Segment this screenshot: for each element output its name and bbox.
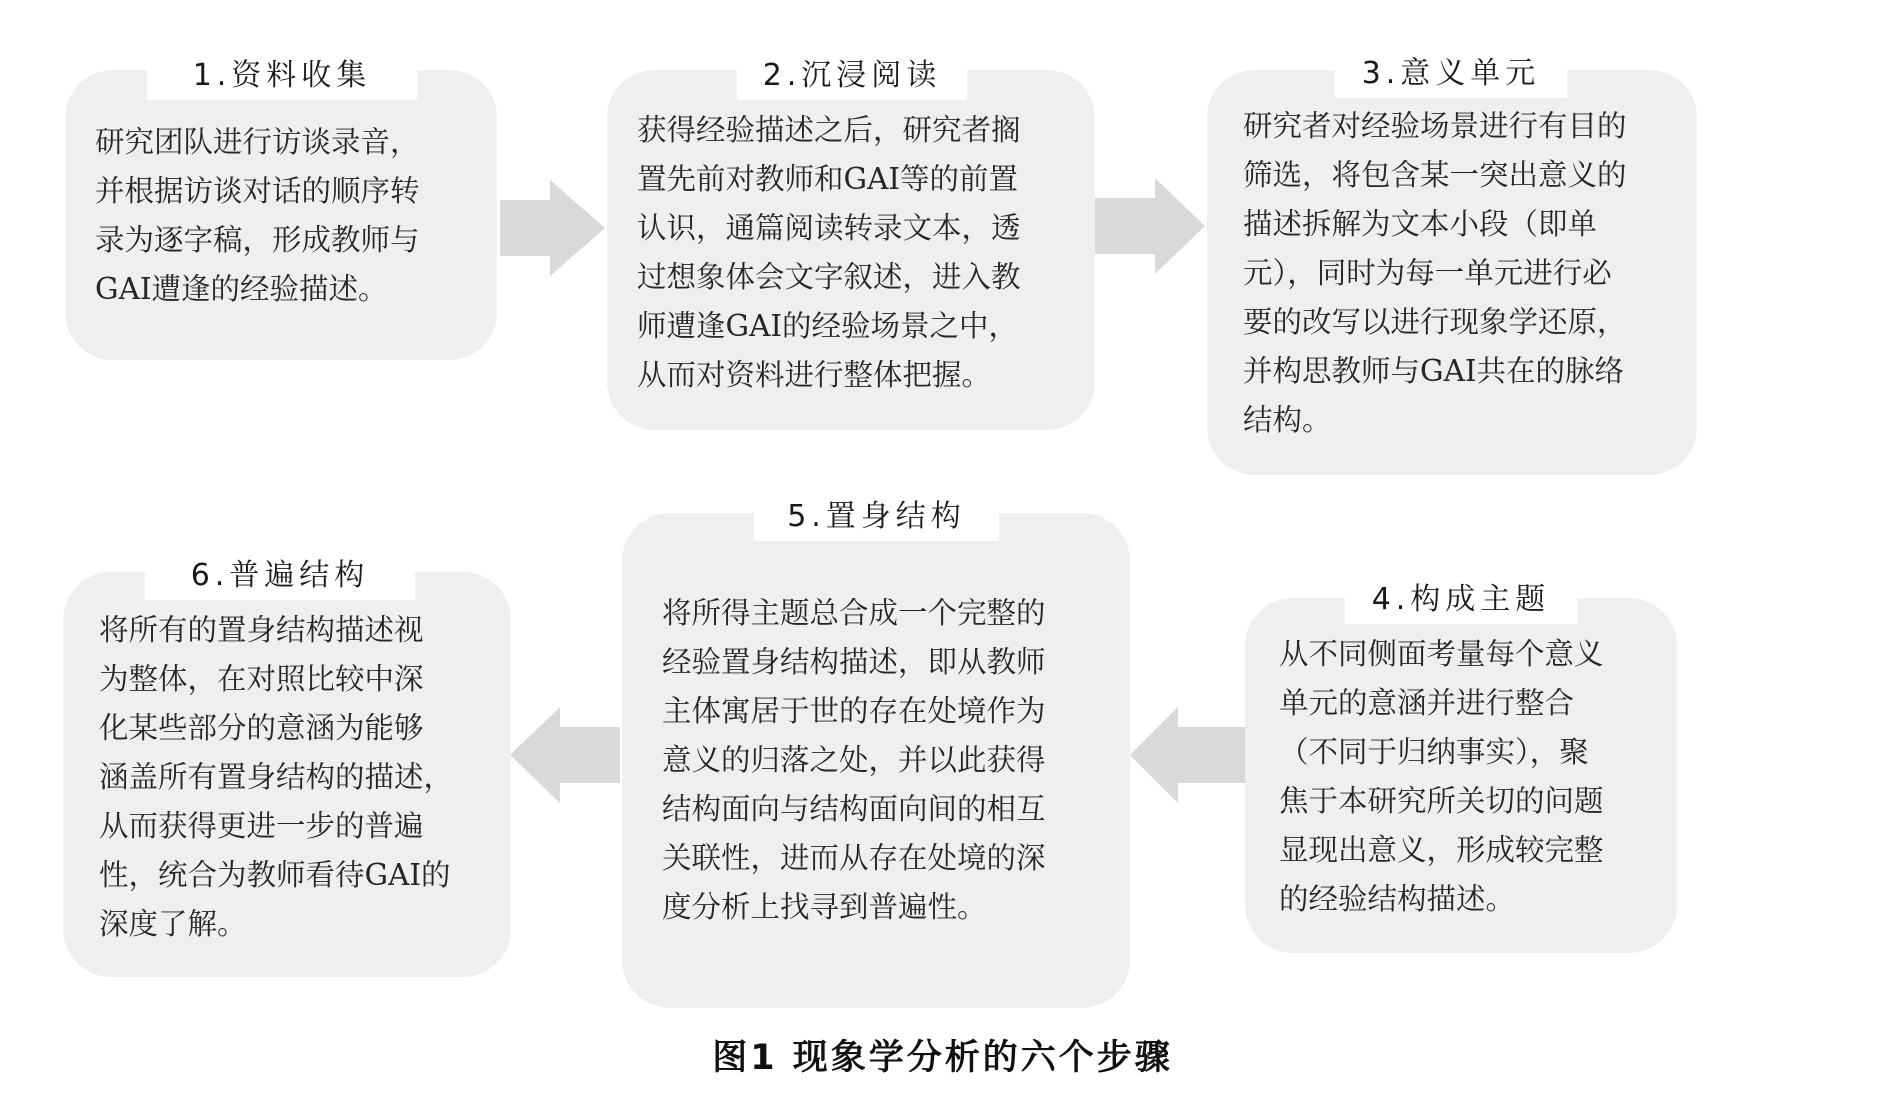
text-line: 置先前对教师和GAI等的前置 [637, 162, 1019, 196]
text-line: 认识，通篇阅读转录文本，透 [637, 211, 1021, 245]
step-text-3 [1243, 102, 1627, 445]
step-text-1 [95, 118, 420, 314]
text-line: 意义的归落之处，并以此获得 [662, 743, 1046, 777]
arrow-left-5-6 [510, 707, 620, 803]
text-line: 研究者对经验场景进行有目的 [1243, 109, 1627, 143]
step-title-1: 1.资料收集 [147, 52, 417, 100]
step-title-2: 2.沉浸阅读 [737, 52, 967, 100]
step-box-1 [65, 58, 497, 360]
text-line: 的经验结构描述。 [1279, 882, 1516, 916]
text-line: 从而对资料进行整体把握。 [637, 358, 992, 392]
text-line: 将所有的置身结构描述视 [99, 613, 424, 647]
text-line: 将所得主题总合成一个完整的 [662, 596, 1046, 630]
figure-caption: 图1 现象学分析的六个步骤 [712, 1038, 1173, 1078]
step-box-6 [63, 558, 511, 977]
step-box-2 [607, 58, 1095, 430]
step-text-5 [662, 589, 1046, 932]
step-text-2 [637, 106, 1021, 400]
text-line: 描述拆解为文本小段（即单 [1243, 207, 1598, 241]
step-box-5 [622, 499, 1130, 1008]
text-line: 化某些部分的意涵为能够 [99, 711, 424, 745]
step-title-4: 4.构成主题 [1345, 576, 1577, 624]
step-title-5: 5.置身结构 [754, 493, 999, 541]
text-line: 显现出意义，形成较完整 [1279, 833, 1604, 867]
step-text-4 [1279, 630, 1604, 924]
text-line: 涵盖所有置身结构的描述， [99, 760, 454, 794]
text-line: 录为逐字稿，形成教师与 [95, 223, 420, 257]
text-line: 筛选，将包含某一突出意义的 [1243, 158, 1627, 192]
text-line: 经验置身结构描述，即从教师 [662, 645, 1046, 679]
text-line: 度分析上找寻到普遍性。 [662, 890, 987, 924]
text-line: 焦于本研究所关切的问题 [1279, 784, 1604, 818]
text-line: 要的改写以进行现象学还原， [1243, 305, 1627, 339]
arrow-right-2-3 [1095, 178, 1205, 274]
text-line: 元），同时为每一单元进行必 [1243, 256, 1612, 290]
text-line: 性，统合为教师看待GAI的 [99, 858, 451, 892]
text-line: （不同于归纳事实），聚 [1279, 735, 1589, 769]
text-line: 为整体，在对照比较中深 [99, 662, 424, 696]
text-line: 主体寓居于世的存在处境作为 [662, 694, 1046, 728]
arrow-right-1-2 [500, 180, 605, 276]
step-text-6 [99, 606, 453, 949]
text-line: 师遭逢GAI的经验场景之中， [637, 309, 1019, 343]
text-line: 并根据访谈对话的顺序转 [95, 174, 420, 208]
text-line: 从而获得更进一步的普遍 [99, 809, 424, 843]
text-line: 关联性，进而从存在处境的深 [662, 841, 1046, 875]
text-line: 深度了解。 [99, 907, 247, 941]
text-line: 单元的意涵并进行整合 [1279, 686, 1575, 720]
text-line: 并构思教师与GAI共在的脉络 [1243, 354, 1625, 388]
step-box-4 [1245, 582, 1677, 953]
text-line: 结构。 [1243, 403, 1332, 437]
step-title-3: 3.意义单元 [1335, 50, 1567, 98]
text-line: 过想象体会文字叙述，进入教 [637, 260, 1021, 294]
step-title-6: 6.普遍结构 [145, 552, 415, 600]
text-line: 研究团队进行访谈录音， [95, 125, 420, 159]
step-box-3 [1207, 56, 1697, 475]
text-line: 获得经验描述之后，研究者搁 [637, 113, 1021, 147]
text-line: GAI遭逢的经验描述。 [95, 272, 388, 306]
text-line: 结构面向与结构面向间的相互 [662, 792, 1046, 826]
text-line: 从不同侧面考量每个意义 [1279, 637, 1604, 671]
arrow-left-4-5 [1130, 707, 1245, 803]
